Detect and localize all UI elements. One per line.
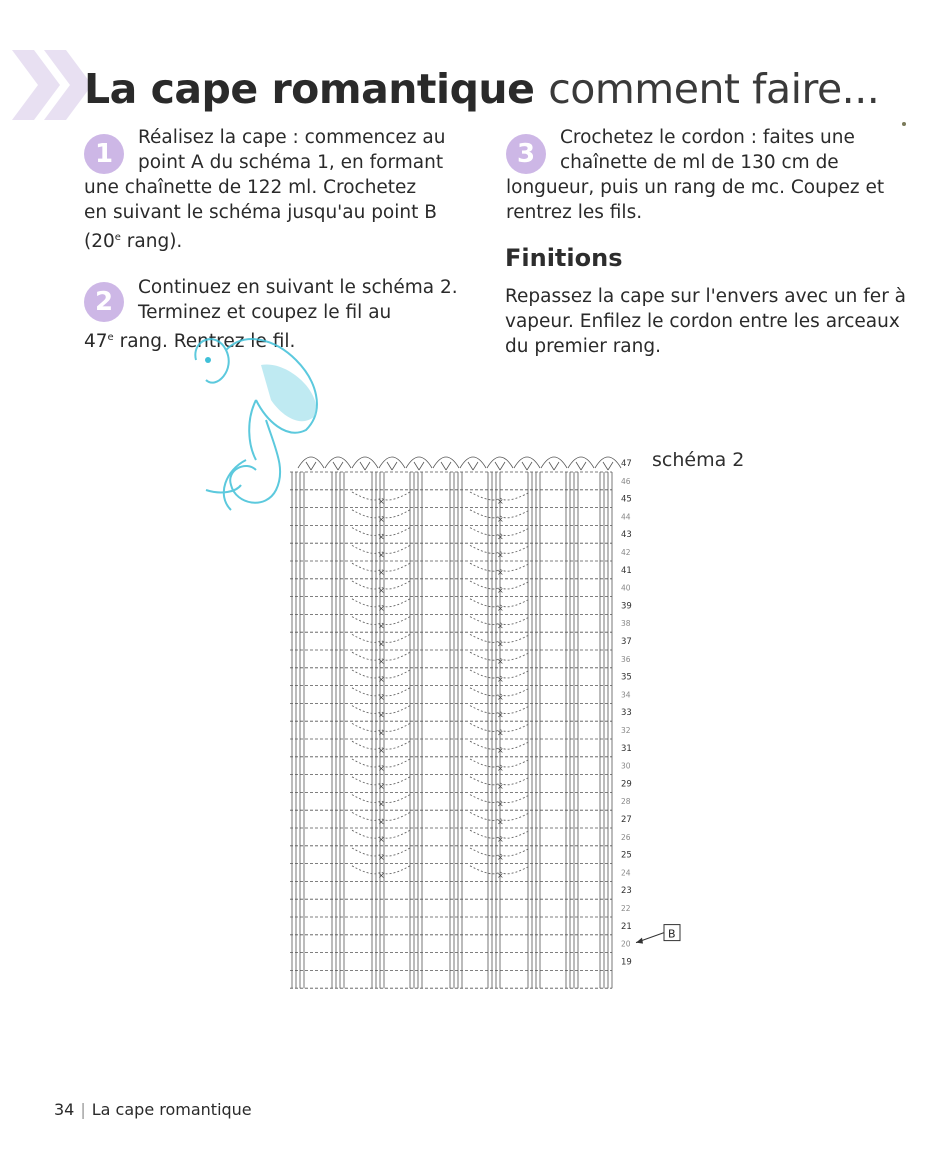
step-3-line: rentrez les fils. xyxy=(506,202,643,223)
chart-sc-mark: × xyxy=(497,603,504,613)
step-1-line: en suivant le schéma jusqu'au point B xyxy=(84,202,437,223)
chart-sc-mark: × xyxy=(378,586,385,595)
title-bold: La cape romantique xyxy=(84,65,535,113)
chart-sc-mark: × xyxy=(497,586,504,595)
chart-sc-mark: × xyxy=(497,514,504,524)
step-3-line: chaînette de ml de 130 cm de xyxy=(560,152,839,173)
chart-row-number: 30 xyxy=(621,761,631,771)
chart-row-numbers xyxy=(621,459,632,967)
chart-row-number: 37 xyxy=(621,637,632,647)
chart-arch xyxy=(487,457,513,468)
chart-row-number: 42 xyxy=(621,548,631,557)
chart-sc-mark: × xyxy=(378,514,385,524)
step-1-part: (20 xyxy=(84,231,115,253)
chart-row-number: 21 xyxy=(621,921,632,932)
chart-v-stitch xyxy=(576,462,586,470)
chart-sc-mark: × xyxy=(378,764,385,773)
chart-v-stitch xyxy=(360,462,370,470)
chart-row-number: 38 xyxy=(621,619,631,629)
chart-sc-mark: × xyxy=(497,692,504,702)
chart-row-number: 40 xyxy=(621,583,631,593)
chart-sc-mark: × xyxy=(378,532,385,542)
chart-sc-mark: × xyxy=(378,781,385,791)
chart-row-number: 29 xyxy=(621,779,632,790)
step-1-line: Réalisez la cape : commencez au xyxy=(138,127,446,148)
chart-sc-mark: × xyxy=(497,568,504,578)
finitions-line: Repassez la cape sur l'envers avec un fer à xyxy=(505,286,907,307)
chart-sc-mark: × xyxy=(497,799,504,809)
chart-row-number: 43 xyxy=(621,530,632,541)
chart-sc-mark: × xyxy=(497,639,504,649)
title-light: comment faire... xyxy=(548,65,880,113)
chart-sc-mark: × xyxy=(378,621,385,631)
chart-sc-mark: × xyxy=(378,497,385,506)
chart-sc-mark: × xyxy=(497,853,504,862)
chart-row-number: 44 xyxy=(621,512,631,522)
chart-row-number: 26 xyxy=(621,832,631,842)
chart-arch xyxy=(352,457,378,468)
step-1-part: rang). xyxy=(120,231,183,253)
step-1-line: une chaînette de 122 ml. Crochetez xyxy=(84,177,417,198)
chart-arch xyxy=(595,457,621,468)
step-2-sup: e xyxy=(107,332,114,343)
chart-arch xyxy=(325,457,351,468)
chart-row-number: 24 xyxy=(621,868,631,878)
step-1-sup: e xyxy=(114,232,121,243)
chart-row-number: 34 xyxy=(621,690,631,700)
chart-row-number: 23 xyxy=(621,886,632,897)
chart-v-stitch xyxy=(468,462,478,470)
chart-row-number: 20 xyxy=(621,939,631,949)
chart-sc-mark: × xyxy=(497,746,504,756)
chart-sc-mark: × xyxy=(378,692,385,702)
chart-sc-mark: × xyxy=(378,835,385,845)
chart-sc-mark: × xyxy=(497,657,504,667)
chart-v-stitch xyxy=(495,462,505,470)
chart-sc-mark: × xyxy=(497,710,504,720)
chart-sc-mark: × xyxy=(378,799,385,809)
chart-v-stitch xyxy=(306,462,316,470)
step-2-badge: 2 xyxy=(84,282,124,322)
footer-separator: | xyxy=(80,1100,86,1119)
step-2-part: rang. Rentrez le fil. xyxy=(113,331,296,353)
step-1-badge: 1 xyxy=(84,134,124,174)
chart-v-stitch xyxy=(603,462,613,470)
chart-arch xyxy=(514,457,540,468)
footer-section: La cape romantique xyxy=(91,1100,252,1119)
chart-row-number: 28 xyxy=(621,797,631,807)
chart-arch xyxy=(541,457,567,468)
chart-row-number: 46 xyxy=(621,476,631,486)
chart-arch xyxy=(406,457,432,468)
chart-sc-mark: × xyxy=(378,710,385,720)
chart-sc-mark: × xyxy=(497,621,504,631)
chart-sc-mark: × xyxy=(378,675,385,684)
chart-row-number: 45 xyxy=(621,494,632,505)
chart-sc-mark: × xyxy=(497,781,504,791)
step-2-line: Continuez en suivant le schéma 2. xyxy=(138,277,458,298)
chart-v-stitch xyxy=(333,462,343,470)
chart-arch xyxy=(379,457,405,468)
chart-sc-mark: × xyxy=(378,728,385,738)
page-footer xyxy=(54,1100,252,1119)
chart-row-number: 31 xyxy=(621,743,632,754)
chart-sc-mark: × xyxy=(497,497,504,506)
chart-arch xyxy=(298,457,324,468)
chart-sc-mark: × xyxy=(497,550,504,560)
page-number: 34 xyxy=(54,1100,75,1119)
chart-grid xyxy=(290,457,621,988)
chart-sc-mark: × xyxy=(497,835,504,845)
chart-arch xyxy=(433,457,459,468)
step-1-line: point A du schéma 1, en formant xyxy=(138,152,444,173)
chart-sc-mark: × xyxy=(378,657,385,667)
chart-row-number: 36 xyxy=(621,654,631,664)
chart-sc-mark: × xyxy=(497,870,504,880)
chart-row-number: 25 xyxy=(621,850,632,861)
step-3-line: longueur, puis un rang de mc. Coupez et xyxy=(506,177,885,198)
chart-row-number: 35 xyxy=(621,672,632,683)
step-3-line: Crochetez le cordon : faites une xyxy=(560,127,855,148)
finitions-line: vapeur. Enfilez le cordon entre les arceaux xyxy=(505,311,900,332)
chart-sc-mark: × xyxy=(378,870,385,880)
schema-label: schéma 2 xyxy=(652,449,745,471)
chart-row-number: 27 xyxy=(621,815,632,825)
chart-row-number: 33 xyxy=(621,708,632,719)
chart-sc-mark: × xyxy=(497,817,504,827)
chart-sc-mark: × xyxy=(378,550,385,560)
finitions-heading: Finitions xyxy=(505,244,623,272)
chart-sc-mark: × xyxy=(378,603,385,613)
chart-row-number: 47 xyxy=(621,459,632,469)
chart-row-number: 19 xyxy=(621,957,632,968)
chart-v-stitch xyxy=(549,462,559,470)
chart-sc-mark: × xyxy=(378,746,385,756)
chart-sc-mark: × xyxy=(378,639,385,649)
chart-sc-mark: × xyxy=(497,764,504,773)
chart-row-number: 41 xyxy=(621,565,632,576)
chart-v-stitch xyxy=(387,462,397,470)
step-3-badge: 3 xyxy=(506,134,546,174)
chart-sc-mark: × xyxy=(378,568,385,578)
chart-v-stitch xyxy=(522,462,532,470)
chart-row-number: 39 xyxy=(621,601,632,612)
chart-arch xyxy=(568,457,594,468)
chart-arch xyxy=(460,457,486,468)
chart-sc-mark: × xyxy=(497,532,504,542)
step-2-part: 47 xyxy=(84,331,108,353)
finitions-line: du premier rang. xyxy=(505,336,661,357)
chart-marker-label: B xyxy=(668,927,676,941)
chart-sc-mark: × xyxy=(497,675,504,684)
chart-sc-mark: × xyxy=(378,853,385,862)
chart-v-stitch xyxy=(441,462,451,470)
chart-marker-arrowhead xyxy=(636,938,643,944)
chart-sc-mark: × xyxy=(378,817,385,827)
chart-v-stitch xyxy=(414,462,424,470)
chart-row-number: 22 xyxy=(621,904,631,913)
chart-row-number: 32 xyxy=(621,726,631,735)
chart-sc-mark: × xyxy=(497,728,504,738)
step-2-line: Terminez et coupez le fil au xyxy=(138,302,392,323)
